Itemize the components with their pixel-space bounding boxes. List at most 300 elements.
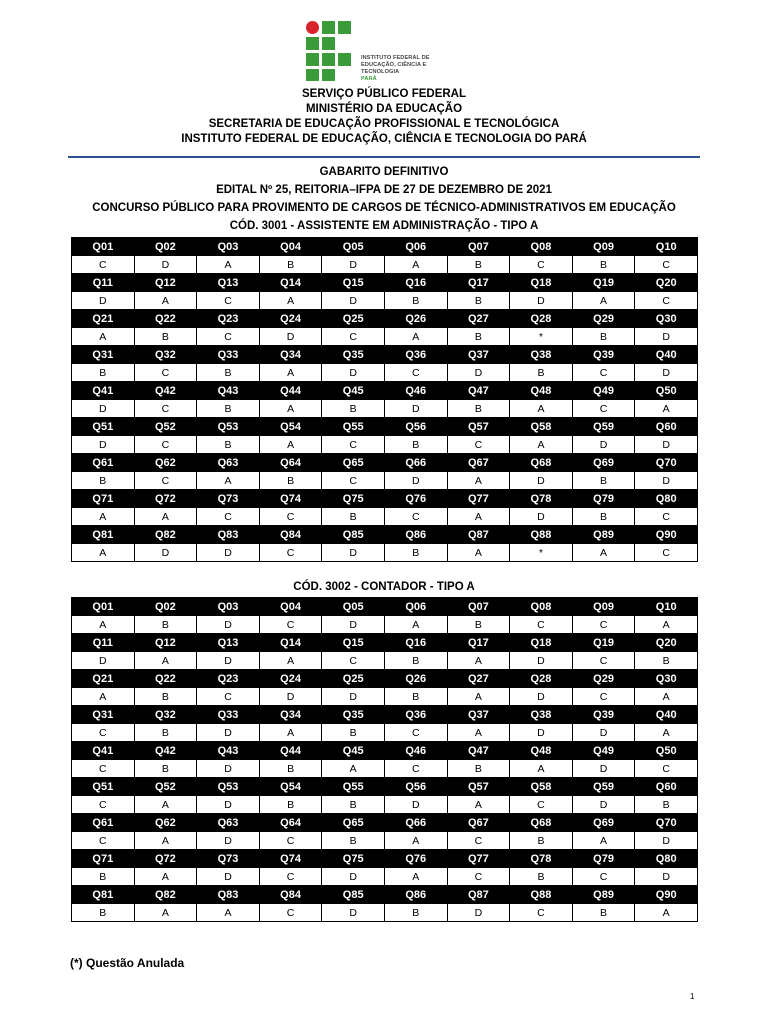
- question-number-cell: Q65: [322, 814, 385, 832]
- question-number-cell: Q04: [259, 238, 322, 256]
- question-number-cell: Q77: [447, 850, 510, 868]
- answer-cell: D: [635, 832, 698, 850]
- question-number-cell: Q80: [635, 850, 698, 868]
- question-number-cell: Q33: [197, 706, 260, 724]
- question-number-row: [72, 886, 698, 904]
- answer-row: [72, 508, 698, 526]
- question-number-cell: Q47: [447, 382, 510, 400]
- question-number-cell: Q05: [322, 598, 385, 616]
- answer-cell: B: [259, 256, 322, 274]
- question-number-cell: Q12: [134, 274, 197, 292]
- question-number-cell: Q50: [635, 742, 698, 760]
- answer-cell: B: [322, 832, 385, 850]
- question-number-cell: Q60: [635, 418, 698, 436]
- question-number-cell: Q40: [635, 706, 698, 724]
- question-number-row: [72, 706, 698, 724]
- question-number-cell: Q24: [259, 670, 322, 688]
- answer-row: [72, 796, 698, 814]
- answer-cell: C: [635, 508, 698, 526]
- section-title-3002: CÓD. 3002 - CONTADOR - TIPO A: [293, 581, 475, 593]
- answer-cell: C: [322, 328, 385, 346]
- answer-cell: D: [134, 256, 197, 274]
- question-number-cell: Q18: [510, 634, 573, 652]
- question-number-cell: Q83: [197, 886, 260, 904]
- question-number-cell: Q01: [72, 238, 135, 256]
- question-number-cell: Q69: [572, 454, 635, 472]
- question-number-cell: Q62: [134, 454, 197, 472]
- answer-cell: C: [197, 292, 260, 310]
- answer-cell: D: [72, 652, 135, 670]
- answer-row: [72, 328, 698, 346]
- answer-cell: C: [510, 796, 573, 814]
- answer-cell: D: [197, 868, 260, 886]
- answer-cell: A: [510, 760, 573, 778]
- answer-cell: A: [572, 544, 635, 562]
- answer-cell: D: [322, 616, 385, 634]
- answer-cell: A: [447, 688, 510, 706]
- answer-cell: C: [197, 508, 260, 526]
- question-number-cell: Q77: [447, 490, 510, 508]
- question-number-cell: Q48: [510, 742, 573, 760]
- question-number-cell: Q28: [510, 310, 573, 328]
- answer-row: [72, 616, 698, 634]
- answer-cell: A: [572, 292, 635, 310]
- question-number-cell: Q66: [384, 814, 447, 832]
- logo-text-line: EDUCAÇÃO, CIÊNCIA E TECNOLOGIA: [360, 62, 427, 75]
- answer-cell: A: [134, 904, 197, 922]
- answer-cell: C: [259, 508, 322, 526]
- question-number-cell: Q38: [510, 346, 573, 364]
- question-number-cell: Q37: [447, 346, 510, 364]
- answer-cell: A: [635, 904, 698, 922]
- answer-cell: B: [197, 400, 260, 418]
- question-number-cell: Q35: [322, 706, 385, 724]
- answer-cell: B: [447, 616, 510, 634]
- answer-cell: B: [322, 796, 385, 814]
- answer-cell: C: [384, 364, 447, 382]
- answer-cell: D: [72, 436, 135, 454]
- logo-text-line: INSTITUTO FEDERAL DE: [360, 55, 430, 61]
- answer-row: [72, 544, 698, 562]
- answer-cell: A: [635, 688, 698, 706]
- answer-cell: A: [635, 616, 698, 634]
- answer-cell: A: [72, 544, 135, 562]
- answer-cell: B: [72, 364, 135, 382]
- question-number-cell: Q49: [572, 382, 635, 400]
- question-number-cell: Q41: [72, 742, 135, 760]
- answer-cell: A: [134, 796, 197, 814]
- answer-cell: D: [635, 436, 698, 454]
- answer-cell: C: [134, 364, 197, 382]
- question-number-cell: Q39: [572, 346, 635, 364]
- answer-cell: C: [72, 724, 135, 742]
- question-number-cell: Q86: [384, 526, 447, 544]
- answer-cell: D: [572, 796, 635, 814]
- answer-cell: B: [384, 652, 447, 670]
- question-number-row: [72, 238, 698, 256]
- title-line: EDITAL Nº 25, REITORIA–IFPA DE 27 DE DEZEMBRO DE 2021: [216, 184, 552, 196]
- answer-row: [72, 472, 698, 490]
- question-number-cell: Q42: [134, 382, 197, 400]
- question-number-cell: Q71: [72, 850, 135, 868]
- answer-cell: D: [384, 400, 447, 418]
- question-number-cell: Q06: [384, 238, 447, 256]
- question-number-cell: Q84: [259, 886, 322, 904]
- question-number-cell: Q37: [447, 706, 510, 724]
- answer-cell: A: [72, 616, 135, 634]
- question-number-cell: Q79: [572, 490, 635, 508]
- question-number-cell: Q59: [572, 778, 635, 796]
- answer-cell: D: [322, 544, 385, 562]
- question-number-cell: Q36: [384, 706, 447, 724]
- answer-row: [72, 652, 698, 670]
- question-number-cell: Q72: [134, 490, 197, 508]
- question-number-cell: Q23: [197, 310, 260, 328]
- answer-row: [72, 724, 698, 742]
- question-number-row: [72, 454, 698, 472]
- answer-cell: A: [134, 508, 197, 526]
- answer-cell: A: [134, 652, 197, 670]
- question-number-cell: Q73: [197, 850, 260, 868]
- question-number-cell: Q29: [572, 670, 635, 688]
- answer-cell: D: [72, 400, 135, 418]
- question-number-cell: Q16: [384, 274, 447, 292]
- answer-cell: C: [259, 544, 322, 562]
- answer-cell: D: [572, 760, 635, 778]
- question-number-cell: Q64: [259, 814, 322, 832]
- answer-cell: D: [322, 364, 385, 382]
- question-number-cell: Q07: [447, 238, 510, 256]
- answer-cell: D: [510, 724, 573, 742]
- question-number-cell: Q84: [259, 526, 322, 544]
- question-number-cell: Q15: [322, 634, 385, 652]
- question-number-cell: Q54: [259, 418, 322, 436]
- question-number-cell: Q78: [510, 850, 573, 868]
- question-number-cell: Q50: [635, 382, 698, 400]
- question-number-cell: Q20: [635, 634, 698, 652]
- question-number-cell: Q53: [197, 418, 260, 436]
- question-number-cell: Q38: [510, 706, 573, 724]
- question-number-cell: Q67: [447, 454, 510, 472]
- question-number-cell: Q02: [134, 238, 197, 256]
- answer-cell: B: [134, 688, 197, 706]
- question-number-cell: Q89: [572, 526, 635, 544]
- answer-cell: A: [322, 760, 385, 778]
- question-number-cell: Q82: [134, 886, 197, 904]
- question-number-cell: Q21: [72, 670, 135, 688]
- question-number-cell: Q45: [322, 742, 385, 760]
- answer-row: [72, 364, 698, 382]
- question-number-cell: Q64: [259, 454, 322, 472]
- answer-cell: A: [134, 868, 197, 886]
- question-number-cell: Q24: [259, 310, 322, 328]
- answer-cell: C: [322, 472, 385, 490]
- question-number-cell: Q25: [322, 310, 385, 328]
- header-line: MINISTÉRIO DA EDUCAÇÃO: [305, 103, 463, 115]
- answer-cell: B: [72, 904, 135, 922]
- answer-cell: A: [384, 328, 447, 346]
- answer-table-3002: [71, 597, 698, 922]
- footnote: (*) Questão Anulada: [70, 956, 185, 970]
- question-number-cell: Q07: [447, 598, 510, 616]
- answer-cell: B: [384, 436, 447, 454]
- question-number-cell: Q36: [384, 346, 447, 364]
- answer-cell: D: [197, 616, 260, 634]
- answer-cell: C: [635, 256, 698, 274]
- question-number-cell: Q43: [197, 742, 260, 760]
- answer-cell: B: [259, 760, 322, 778]
- question-number-cell: Q03: [197, 598, 260, 616]
- answer-cell: C: [72, 796, 135, 814]
- question-number-row: [72, 526, 698, 544]
- question-number-cell: Q45: [322, 382, 385, 400]
- answer-cell: C: [510, 616, 573, 634]
- question-number-cell: Q32: [134, 346, 197, 364]
- answer-cell: A: [259, 436, 322, 454]
- answer-cell: C: [72, 760, 135, 778]
- answer-cell: D: [510, 652, 573, 670]
- question-number-cell: Q19: [572, 634, 635, 652]
- answer-row: [72, 868, 698, 886]
- question-number-cell: Q42: [134, 742, 197, 760]
- question-number-row: [72, 670, 698, 688]
- answer-cell: D: [259, 328, 322, 346]
- answer-cell: C: [384, 724, 447, 742]
- question-number-cell: Q17: [447, 634, 510, 652]
- answer-row: [72, 760, 698, 778]
- title-line: GABARITO DEFINITIVO: [319, 166, 449, 178]
- question-number-cell: Q51: [72, 418, 135, 436]
- answer-cell: D: [572, 724, 635, 742]
- question-number-cell: Q66: [384, 454, 447, 472]
- question-number-cell: Q27: [447, 670, 510, 688]
- answer-cell: D: [635, 328, 698, 346]
- question-number-cell: Q22: [134, 670, 197, 688]
- answer-cell: B: [447, 400, 510, 418]
- answer-cell: C: [197, 688, 260, 706]
- question-number-cell: Q48: [510, 382, 573, 400]
- answer-cell: A: [259, 652, 322, 670]
- answer-row: [72, 688, 698, 706]
- answer-cell: B: [384, 544, 447, 562]
- answer-cell: A: [572, 832, 635, 850]
- answer-cell: B: [322, 508, 385, 526]
- question-number-cell: Q14: [259, 274, 322, 292]
- answer-cell: C: [510, 256, 573, 274]
- answer-cell: A: [384, 256, 447, 274]
- question-number-cell: Q19: [572, 274, 635, 292]
- question-number-cell: Q14: [259, 634, 322, 652]
- question-number-row: [72, 814, 698, 832]
- answer-cell: D: [197, 544, 260, 562]
- answer-cell: B: [447, 256, 510, 274]
- question-number-cell: Q85: [322, 886, 385, 904]
- answer-cell: D: [635, 472, 698, 490]
- answer-cell: B: [197, 364, 260, 382]
- question-number-cell: Q06: [384, 598, 447, 616]
- question-number-cell: Q68: [510, 814, 573, 832]
- question-number-cell: Q53: [197, 778, 260, 796]
- question-number-cell: Q31: [72, 706, 135, 724]
- question-number-cell: Q90: [635, 886, 698, 904]
- answer-cell: D: [197, 832, 260, 850]
- answer-cell: B: [510, 364, 573, 382]
- question-number-cell: Q28: [510, 670, 573, 688]
- question-number-cell: Q82: [134, 526, 197, 544]
- answer-cell: D: [635, 364, 698, 382]
- question-number-cell: Q81: [72, 886, 135, 904]
- question-number-cell: Q76: [384, 490, 447, 508]
- answer-row: [72, 400, 698, 418]
- question-number-row: [72, 418, 698, 436]
- answer-cell: D: [197, 724, 260, 742]
- answer-cell: D: [384, 796, 447, 814]
- question-number-cell: Q47: [447, 742, 510, 760]
- question-number-cell: Q23: [197, 670, 260, 688]
- answer-cell: B: [72, 868, 135, 886]
- answer-cell: C: [134, 436, 197, 454]
- question-number-cell: Q34: [259, 346, 322, 364]
- question-number-cell: Q86: [384, 886, 447, 904]
- answer-cell: A: [384, 868, 447, 886]
- question-number-cell: Q13: [197, 274, 260, 292]
- question-number-cell: Q03: [197, 238, 260, 256]
- answer-cell: A: [510, 400, 573, 418]
- answer-cell: D: [322, 256, 385, 274]
- answer-row: [72, 904, 698, 922]
- question-number-row: [72, 634, 698, 652]
- logo-text: [361, 55, 464, 83]
- title-line: CONCURSO PÚBLICO PARA PROVIMENTO DE CARGOS DE TÉCNICO-ADMINISTRATIVOS EM EDUCAÇÃO: [92, 202, 676, 214]
- question-number-cell: Q52: [134, 778, 197, 796]
- question-number-row: [72, 490, 698, 508]
- answer-cell: A: [384, 832, 447, 850]
- answer-cell: B: [259, 472, 322, 490]
- question-number-cell: Q88: [510, 886, 573, 904]
- question-number-row: [72, 346, 698, 364]
- header-line: INSTITUTO FEDERAL DE EDUCAÇÃO, CIÊNCIA E TECNOLOGIA DO PARÁ: [181, 133, 587, 145]
- answer-cell: C: [635, 292, 698, 310]
- question-number-cell: Q63: [197, 814, 260, 832]
- answer-cell: B: [447, 292, 510, 310]
- answer-cell: C: [447, 832, 510, 850]
- question-number-cell: Q05: [322, 238, 385, 256]
- answer-cell: B: [322, 724, 385, 742]
- answer-cell: A: [447, 544, 510, 562]
- answer-cell: A: [259, 364, 322, 382]
- page-number: 1: [690, 992, 695, 1001]
- question-number-cell: Q69: [572, 814, 635, 832]
- answer-cell: A: [134, 832, 197, 850]
- answer-cell: A: [197, 904, 260, 922]
- answer-cell: D: [572, 436, 635, 454]
- answer-cell: C: [134, 400, 197, 418]
- question-number-cell: Q58: [510, 778, 573, 796]
- question-number-cell: Q56: [384, 418, 447, 436]
- question-number-cell: Q63: [197, 454, 260, 472]
- question-number-cell: Q56: [384, 778, 447, 796]
- question-number-cell: Q85: [322, 526, 385, 544]
- question-number-cell: Q68: [510, 454, 573, 472]
- answer-cell: B: [572, 256, 635, 274]
- answer-cell: B: [384, 904, 447, 922]
- question-number-cell: Q34: [259, 706, 322, 724]
- question-number-cell: Q46: [384, 742, 447, 760]
- answer-cell: D: [322, 292, 385, 310]
- answer-cell: C: [447, 436, 510, 454]
- question-number-cell: Q04: [259, 598, 322, 616]
- question-number-row: [72, 274, 698, 292]
- question-number-cell: Q26: [384, 670, 447, 688]
- question-number-cell: Q90: [635, 526, 698, 544]
- question-number-cell: Q31: [72, 346, 135, 364]
- question-number-cell: Q75: [322, 490, 385, 508]
- answer-cell: C: [322, 436, 385, 454]
- answer-cell: A: [447, 652, 510, 670]
- question-number-cell: Q60: [635, 778, 698, 796]
- answer-cell: A: [72, 328, 135, 346]
- answer-cell: D: [322, 868, 385, 886]
- question-number-cell: Q20: [635, 274, 698, 292]
- question-number-cell: Q78: [510, 490, 573, 508]
- question-number-row: [72, 778, 698, 796]
- question-number-cell: Q17: [447, 274, 510, 292]
- answer-cell: A: [259, 400, 322, 418]
- answer-cell: B: [134, 724, 197, 742]
- question-number-cell: Q62: [134, 814, 197, 832]
- answer-cell: D: [259, 688, 322, 706]
- question-number-cell: Q58: [510, 418, 573, 436]
- answer-cell: D: [197, 652, 260, 670]
- answer-cell: B: [635, 652, 698, 670]
- answer-cell: B: [635, 796, 698, 814]
- question-number-cell: Q59: [572, 418, 635, 436]
- answer-cell: D: [72, 292, 135, 310]
- question-number-cell: Q55: [322, 418, 385, 436]
- question-number-cell: Q29: [572, 310, 635, 328]
- answer-cell: D: [322, 904, 385, 922]
- ifpa-logo: [306, 21, 464, 85]
- answer-cell: C: [572, 616, 635, 634]
- question-number-cell: Q57: [447, 418, 510, 436]
- answer-row: [72, 436, 698, 454]
- question-number-cell: Q51: [72, 778, 135, 796]
- question-number-cell: Q01: [72, 598, 135, 616]
- answer-cell: B: [572, 472, 635, 490]
- question-number-cell: Q11: [72, 274, 135, 292]
- question-number-row: [72, 742, 698, 760]
- question-number-cell: Q75: [322, 850, 385, 868]
- answer-cell: B: [134, 328, 197, 346]
- answer-cell: B: [259, 796, 322, 814]
- answer-cell: C: [572, 688, 635, 706]
- answer-cell: A: [510, 436, 573, 454]
- answer-cell: C: [197, 328, 260, 346]
- question-number-cell: Q87: [447, 886, 510, 904]
- answer-cell: B: [447, 328, 510, 346]
- answer-cell: B: [134, 760, 197, 778]
- answer-cell: C: [322, 652, 385, 670]
- question-number-row: [72, 310, 698, 328]
- answer-row: [72, 256, 698, 274]
- answer-cell: B: [572, 904, 635, 922]
- question-number-cell: Q70: [635, 814, 698, 832]
- question-number-cell: Q09: [572, 598, 635, 616]
- answer-cell: D: [635, 868, 698, 886]
- question-number-cell: Q54: [259, 778, 322, 796]
- header-divider: [68, 156, 700, 158]
- answer-cell: A: [635, 400, 698, 418]
